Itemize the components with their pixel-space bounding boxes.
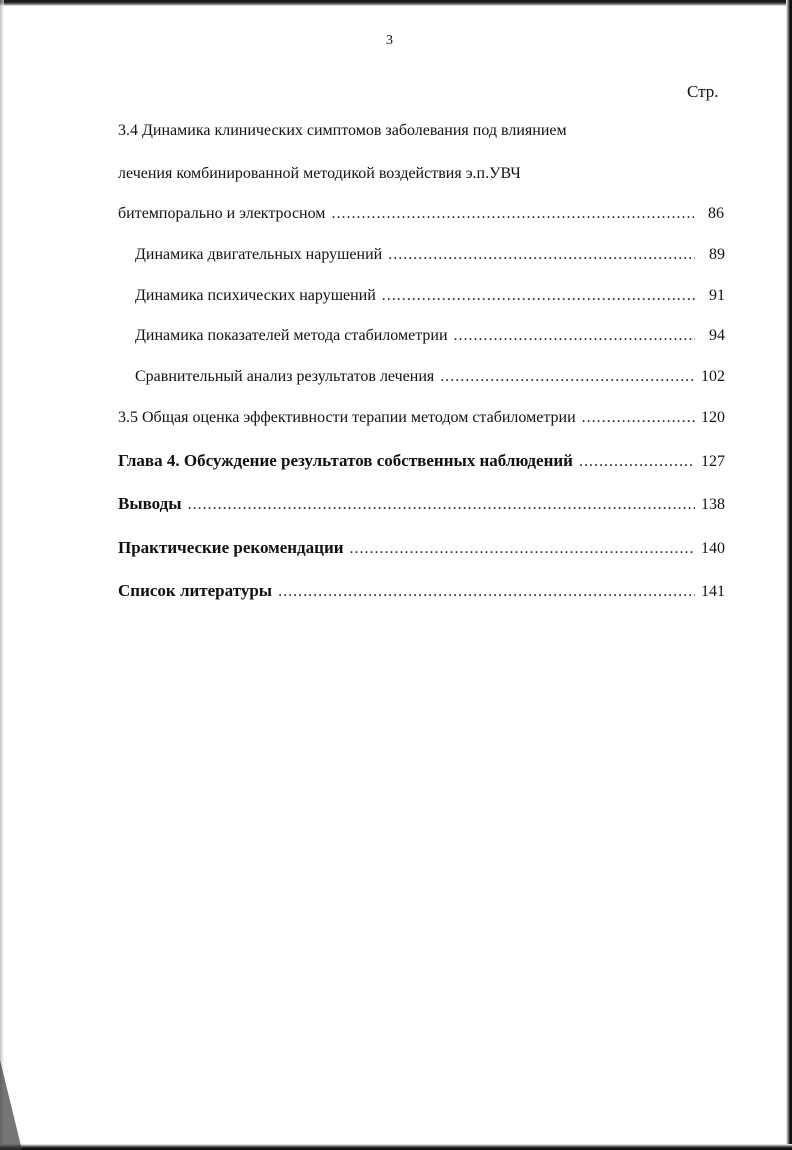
toc-page-number: 141 [701, 583, 725, 600]
toc-page-number: 127 [701, 453, 725, 470]
toc-entry-text: Сравнительный анализ результатов лечения [135, 368, 435, 385]
toc-leader-dots [188, 496, 695, 514]
toc-conclusions [118, 494, 725, 514]
toc-sub-entry-motor [135, 246, 725, 264]
toc-entry-text: Динамика показателей метода стабилометрии [135, 327, 448, 344]
toc-entry-text: Список литературы [118, 581, 273, 600]
toc-entry-text: битемпорально и электросном [118, 205, 326, 222]
toc-leader-dots [454, 327, 695, 345]
page-number: 3 [386, 33, 393, 48]
toc-entry-text: Динамика двигательных нарушений [135, 246, 383, 263]
toc-leader-dots [331, 205, 694, 223]
toc-entry-3-4-line2: лечения комбинированной методикой воздействия э.п.УВЧ [118, 165, 521, 182]
toc-entry-text: Глава 4. Обсуждение результатов собственных наблюдений [118, 451, 573, 470]
toc-page-number: 89 [709, 246, 725, 263]
pages-column-header: Стр. [687, 82, 719, 101]
toc-sub-entry-comparison [135, 368, 725, 386]
toc-leader-dots [582, 409, 695, 427]
toc-page-number: 94 [709, 327, 725, 344]
toc-leader-dots [382, 287, 695, 305]
toc-references [118, 581, 725, 601]
scan-edge-top [0, 0, 792, 6]
toc-recommendations [118, 538, 725, 558]
scan-edge-left [0, 0, 4, 1150]
toc-entry-3-4-line3 [118, 205, 724, 223]
toc-page-number: 140 [701, 540, 725, 557]
toc-leader-dots [350, 540, 695, 558]
toc-chapter-4 [118, 451, 725, 471]
toc-page-number: 91 [709, 287, 725, 304]
toc-entry-3-4-line1: 3.4 Динамика клинических симптомов заболевания под влиянием [118, 122, 567, 139]
toc-leader-dots [579, 453, 695, 471]
toc-sub-entry-psych [135, 287, 725, 305]
toc-sub-entry-stabilometry [135, 327, 725, 345]
toc-page-number: 102 [701, 368, 725, 385]
toc-entry-text: Практические рекомендации [118, 538, 344, 557]
scan-edge-right [786, 0, 792, 1150]
toc-entry-text: Выводы [118, 494, 182, 513]
toc-leader-dots [440, 368, 695, 386]
toc-leader-dots [388, 246, 695, 264]
toc-page-number: 138 [701, 496, 725, 513]
toc-entry-text: 3.5 Общая оценка эффективности терапии методом стабилометрии [118, 409, 576, 426]
toc-page-number: 120 [701, 409, 725, 426]
scan-corner-shadow [0, 1060, 22, 1150]
scan-edge-bottom [0, 1144, 792, 1150]
toc-leader-dots [278, 583, 695, 601]
toc-entry-3-5 [118, 409, 725, 427]
toc-page-number: 86 [708, 205, 724, 222]
toc-entry-text: Динамика психических нарушений [135, 287, 376, 304]
